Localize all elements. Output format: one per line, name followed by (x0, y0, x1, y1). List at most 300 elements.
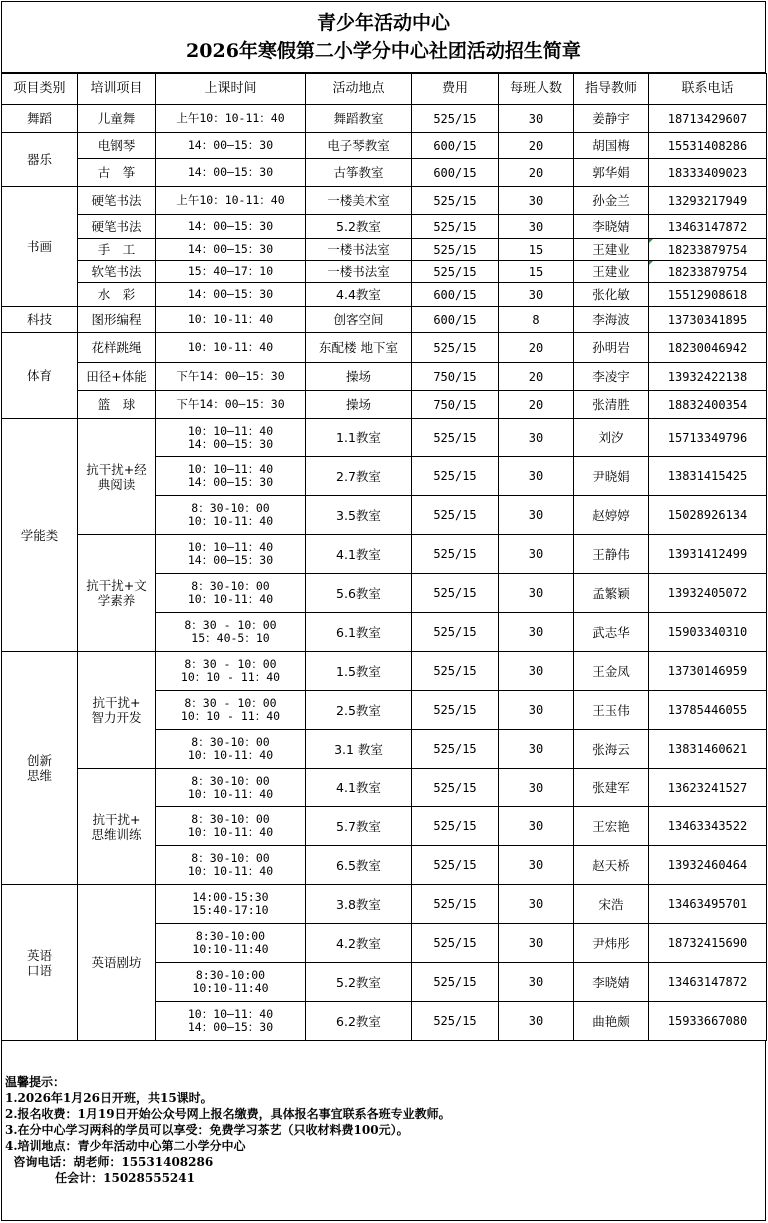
location-cell (305, 651, 411, 690)
fee-cell-text: 525/15 (433, 975, 477, 989)
program-cell (77, 186, 155, 214)
class-size-cell-text: 20 (528, 165, 544, 180)
phone-cell (648, 612, 767, 651)
phone-cell (648, 534, 767, 573)
class-time-cell-text: 10：10—11：40 14：00—15：30 (187, 462, 274, 489)
program-cell (77, 390, 155, 418)
class-time-cell (155, 884, 305, 923)
fee-cell-text: 525/15 (433, 858, 477, 872)
header-phone-text: 联系电话 (681, 81, 734, 96)
class-size-cell (498, 495, 573, 534)
class-size-cell (498, 390, 573, 418)
class-time-cell-text: 10：10—11：40 14：00—15：30 (187, 1007, 274, 1034)
class-size-cell (498, 884, 573, 923)
teacher-cell-text: 尹炜彤 (592, 935, 630, 951)
phone-cell-text: 18832400354 (667, 397, 748, 412)
fee-cell (411, 418, 498, 456)
teacher-cell-text: 宋浩 (598, 896, 624, 912)
location-cell-text: 4.4教室 (336, 287, 381, 302)
teacher-cell-text: 王建业 (592, 242, 630, 257)
phone-cell-text: 13623241527 (667, 780, 748, 795)
program-cell (77, 238, 155, 260)
class-time-cell (155, 768, 305, 806)
phone-cell-text: 13785446055 (667, 703, 748, 717)
location-cell-text: 3.1 教室 (334, 741, 383, 757)
phone-cell (648, 1001, 767, 1040)
phone-cell (648, 768, 767, 806)
class-time-cell-text: 8：30 - 10：00 15：40-5：10 (184, 618, 277, 645)
class-time-cell (155, 534, 305, 573)
phone-cell (648, 884, 767, 923)
phone-cell (648, 418, 767, 456)
fee-cell-text: 525/15 (433, 625, 477, 639)
location-cell (305, 1001, 411, 1040)
class-time-cell-text: 上午10：10-11：40 (176, 111, 285, 125)
class-size-cell-text: 30 (528, 625, 544, 639)
class-time-cell (155, 456, 305, 495)
class-time-cell-text: 10：10—11：40 14：00—15：30 (187, 423, 274, 451)
class-time-cell (155, 238, 305, 260)
phone-cell (648, 158, 767, 186)
class-time-cell-text: 下午14：00—15：30 (176, 369, 285, 383)
program-cell-text: 图形编程 (91, 312, 142, 327)
phone-cell-text: 18230046942 (667, 340, 748, 355)
class-size-cell-text: 30 (528, 936, 544, 950)
fee-cell-text: 525/15 (433, 242, 477, 257)
program-cell-text: 古 筝 (97, 165, 136, 180)
phone-cell-text: 13463495701 (667, 897, 748, 911)
phone-cell (648, 573, 767, 612)
teacher-cell-text: 李凌宇 (592, 369, 630, 384)
fee-cell-text: 525/15 (433, 340, 477, 355)
teacher-cell-text: 尹晓娟 (592, 468, 630, 484)
teacher-cell (573, 238, 648, 260)
program-cell-text: 硬笔书法 (91, 193, 142, 208)
fee-cell-text: 600/15 (433, 165, 477, 180)
category-cell-text: 创新 思维 (26, 753, 52, 783)
phone-cell (648, 845, 767, 884)
fee-cell-text: 600/15 (433, 287, 477, 302)
phone-cell (648, 282, 767, 306)
fee-cell-text: 525/15 (433, 469, 477, 483)
location-cell-text: 舞蹈教室 (333, 111, 384, 126)
class-time-cell (155, 612, 305, 651)
teacher-cell-text: 张建军 (592, 780, 630, 795)
header-location (305, 73, 411, 104)
fee-cell-text: 525/15 (433, 664, 477, 678)
class-time-cell-text: 14：00—15：30 (187, 242, 274, 256)
notes-heading: 温馨提示： (5, 1075, 66, 1089)
class-time-cell-text: 8：30-10：00 10：10-11：40 (187, 851, 274, 878)
phone-cell-text: 15933667080 (667, 1014, 748, 1028)
teacher-cell (573, 612, 648, 651)
program-cell (77, 884, 155, 1040)
location-cell (305, 390, 411, 418)
class-size-cell (498, 612, 573, 651)
category-cell (1, 651, 77, 884)
class-size-cell-text: 30 (528, 780, 544, 795)
fee-cell-text: 525/15 (433, 111, 477, 126)
class-time-cell (155, 214, 305, 238)
fee-cell-text: 525/15 (433, 742, 477, 756)
fee-cell (411, 362, 498, 390)
teacher-cell (573, 456, 648, 495)
teacher-cell (573, 573, 648, 612)
header-phone (648, 73, 767, 104)
phone-cell-text: 13730341895 (667, 312, 748, 327)
phone-cell-text: 13932460464 (667, 858, 748, 872)
phone-cell (648, 690, 767, 729)
teacher-cell (573, 132, 648, 158)
location-cell-text: 一楼书法室 (327, 242, 390, 257)
class-time-cell (155, 282, 305, 306)
fee-cell (411, 104, 498, 132)
location-cell (305, 238, 411, 260)
category-cell (1, 104, 77, 132)
header-time (155, 73, 305, 104)
notes-section (1, 1040, 766, 1221)
class-time-cell-text: 14：00—15：30 (187, 219, 274, 233)
teacher-cell (573, 923, 648, 962)
teacher-cell-text: 王静伟 (592, 546, 630, 562)
class-time-cell-text: 8：30-10：00 10：10-11：40 (187, 773, 274, 801)
class-size-cell-text: 30 (528, 430, 544, 445)
teacher-cell (573, 418, 648, 456)
phone-cell-text: 18732415690 (667, 936, 748, 950)
program-cell (77, 651, 155, 768)
phone-cell-text: 18233879754 (667, 242, 748, 257)
program-cell (77, 260, 155, 282)
class-size-cell-text: 30 (528, 508, 544, 522)
phone-cell-text: 13831460621 (667, 742, 748, 756)
fee-cell-text: 750/15 (433, 369, 477, 384)
fee-cell (411, 573, 498, 612)
class-time-cell-text: 8：30 - 10：00 10：10 - 11：40 (180, 657, 281, 684)
class-size-cell-text: 20 (528, 138, 544, 153)
class-time-cell-text: 8：30-10：00 10：10-11：40 (187, 812, 274, 839)
teacher-cell-text: 王玉伟 (592, 702, 630, 718)
teacher-cell-text: 赵天桥 (592, 857, 630, 873)
teacher-cell-text: 张海云 (592, 741, 630, 757)
class-time-cell-text: 15：40—17：10 (187, 264, 274, 278)
class-time-cell-text: 10：10-11：40 (187, 340, 274, 354)
header-location-text: 活动地点 (332, 81, 385, 96)
location-cell-text: 3.5教室 (336, 507, 381, 523)
phone-cell (648, 186, 767, 214)
fee-cell-text: 600/15 (433, 312, 477, 327)
header-teacher-text: 指导教师 (584, 81, 637, 96)
phone-cell (648, 651, 767, 690)
location-cell (305, 845, 411, 884)
class-size-cell (498, 768, 573, 806)
class-size-cell-text: 20 (528, 340, 544, 355)
program-cell-text: 花样跳绳 (91, 340, 142, 355)
location-cell (305, 729, 411, 768)
teacher-cell (573, 390, 648, 418)
category-cell (1, 332, 77, 418)
teacher-cell (573, 690, 648, 729)
location-cell (305, 806, 411, 845)
class-size-cell-text: 20 (528, 369, 544, 384)
phone-cell (648, 260, 767, 282)
fee-cell (411, 456, 498, 495)
page-title: 青少年活动中心 (316, 12, 450, 34)
location-cell-text: 一楼美术室 (327, 193, 390, 208)
class-time-cell (155, 729, 305, 768)
fee-cell (411, 1001, 498, 1040)
fee-cell (411, 390, 498, 418)
fee-cell (411, 306, 498, 332)
program-cell-text: 手 工 (97, 242, 136, 257)
teacher-cell-text: 武志华 (592, 624, 630, 640)
class-size-cell-text: 30 (528, 975, 544, 989)
phone-cell (648, 456, 767, 495)
fee-cell (411, 612, 498, 651)
fee-cell-text: 525/15 (433, 264, 477, 279)
phone-cell (648, 962, 767, 1001)
class-size-cell-text: 30 (528, 219, 544, 234)
class-time-cell (155, 806, 305, 845)
class-size-cell-text: 30 (528, 703, 544, 717)
phone-cell-text: 13463343522 (667, 819, 748, 833)
cell-comment-marker (649, 261, 653, 265)
class-size-cell-text: 30 (528, 586, 544, 600)
phone-cell-text: 15512908618 (667, 287, 748, 302)
class-time-cell-text: 14:00-15:30 15:40-17:10 (192, 890, 269, 917)
class-size-cell-text: 15 (528, 242, 544, 257)
location-cell-text: 6.1教室 (336, 624, 381, 640)
class-size-cell (498, 306, 573, 332)
location-cell-text: 5.6教室 (336, 585, 381, 601)
teacher-cell-text: 孟繁颖 (592, 585, 630, 601)
location-cell-text: 1.5教室 (336, 663, 381, 679)
category-cell (1, 884, 77, 1040)
teacher-cell-text: 郭华娟 (592, 165, 630, 180)
fee-cell-text: 525/15 (433, 936, 477, 950)
fee-cell-text: 525/15 (433, 219, 477, 234)
class-size-cell (498, 282, 573, 306)
program-cell-text: 英语剧坊 (91, 955, 142, 970)
program-cell-text: 篮 球 (97, 397, 136, 412)
class-size-cell (498, 186, 573, 214)
category-cell-text: 舞蹈 (26, 111, 52, 126)
location-cell-text: 5.2教室 (336, 974, 381, 990)
class-size-cell (498, 214, 573, 238)
fee-cell (411, 534, 498, 573)
program-cell-text: 抗干扰+ 智力开发 (91, 695, 142, 725)
phone-cell (648, 306, 767, 332)
phone-cell (648, 923, 767, 962)
location-cell-text: 2.7教室 (336, 468, 381, 484)
class-size-cell (498, 104, 573, 132)
header-fee-text: 费用 (441, 81, 468, 96)
location-cell-text: 古筝教室 (333, 165, 384, 180)
class-size-cell (498, 573, 573, 612)
teacher-cell-text: 李海波 (592, 312, 630, 327)
location-cell-text: 创客空间 (333, 312, 384, 327)
location-cell-text: 电子琴教室 (327, 138, 390, 153)
location-cell-text: 操场 (345, 369, 371, 384)
header-category-text: 项目类别 (13, 81, 66, 96)
class-size-cell-text: 20 (528, 397, 544, 412)
class-time-cell (155, 332, 305, 362)
fee-cell (411, 729, 498, 768)
program-cell (77, 362, 155, 390)
location-cell-text: 3.8教室 (336, 896, 381, 912)
class-size-cell-text: 30 (528, 858, 544, 872)
fee-cell (411, 214, 498, 238)
location-cell (305, 495, 411, 534)
fee-cell-text: 750/15 (433, 397, 477, 412)
class-size-cell-text: 30 (528, 819, 544, 833)
program-cell-text: 水 彩 (97, 287, 136, 302)
location-cell (305, 456, 411, 495)
class-size-cell (498, 729, 573, 768)
phone-cell-text: 15028926134 (667, 508, 748, 522)
category-cell (1, 306, 77, 332)
category-cell (1, 186, 77, 306)
location-cell (305, 260, 411, 282)
teacher-cell (573, 845, 648, 884)
class-time-cell-text: 8：30-10：00 10：10-11：40 (187, 735, 274, 762)
class-size-cell-text: 8 (532, 312, 540, 327)
header-program-text: 培训项目 (90, 81, 143, 96)
class-time-cell-text: 14：00—15：30 (187, 165, 274, 179)
phone-cell (648, 214, 767, 238)
class-time-cell (155, 158, 305, 186)
location-cell (305, 612, 411, 651)
class-time-cell-text: 8:30-10:00 10:10-11:40 (192, 929, 269, 956)
header-category (1, 73, 77, 104)
location-cell-text: 6.2教室 (336, 1013, 381, 1029)
header-time-text: 上课时间 (204, 81, 257, 96)
teacher-cell (573, 214, 648, 238)
program-cell-text: 硬笔书法 (91, 219, 142, 234)
teacher-cell (573, 495, 648, 534)
location-cell-text: 4.1教室 (336, 546, 381, 562)
location-cell (305, 962, 411, 1001)
teacher-cell (573, 158, 648, 186)
program-cell (77, 418, 155, 534)
header-class-size (498, 73, 573, 104)
category-cell-text: 体育 (26, 368, 52, 383)
class-time-cell-text: 14：00—15：30 (187, 138, 274, 152)
class-size-cell-text: 30 (528, 547, 544, 561)
location-cell (305, 573, 411, 612)
note-line: 咨询电话：胡老师：15531408286 (5, 1155, 214, 1169)
teacher-cell-text: 胡国梅 (592, 138, 630, 153)
class-time-cell (155, 923, 305, 962)
teacher-cell (573, 534, 648, 573)
program-cell (77, 104, 155, 132)
phone-cell (648, 362, 767, 390)
class-time-cell (155, 845, 305, 884)
teacher-cell (573, 768, 648, 806)
phone-cell (648, 332, 767, 362)
program-cell (77, 768, 155, 884)
class-time-cell (155, 495, 305, 534)
teacher-cell-text: 张清胜 (592, 397, 630, 412)
teacher-cell (573, 104, 648, 132)
class-time-cell (155, 306, 305, 332)
class-time-cell (155, 1001, 305, 1040)
program-cell-text: 田径+体能 (86, 369, 147, 384)
phone-cell-text: 15531408286 (667, 138, 748, 153)
cell-comment-marker (649, 239, 653, 243)
fee-cell-text: 525/15 (433, 897, 477, 911)
teacher-cell (573, 651, 648, 690)
phone-cell-text: 13463147872 (667, 975, 748, 989)
class-time-cell (155, 362, 305, 390)
class-time-cell (155, 418, 305, 456)
class-size-cell-text: 15 (528, 264, 544, 279)
teacher-cell-text: 刘汐 (598, 430, 624, 445)
teacher-cell (573, 806, 648, 845)
teacher-cell-text: 王金凤 (592, 663, 630, 679)
teacher-cell-text: 赵婷婷 (592, 507, 630, 523)
class-time-cell-text: 8：30 - 10：00 10：10 - 11：40 (180, 696, 281, 723)
location-cell (305, 186, 411, 214)
location-cell (305, 132, 411, 158)
note-line: 4.培训地点：青少年活动中心第二小学分中心 (5, 1139, 246, 1153)
fee-cell-text: 525/15 (433, 547, 477, 561)
location-cell (305, 768, 411, 806)
program-cell-text: 抗干扰+文 学素养 (86, 578, 147, 608)
teacher-cell-text: 孙金兰 (592, 193, 630, 208)
phone-cell (648, 132, 767, 158)
class-size-cell-text: 30 (528, 469, 544, 483)
location-cell-text: 5.2教室 (336, 219, 381, 234)
teacher-cell (573, 282, 648, 306)
phone-cell-text: 13831415425 (667, 469, 748, 483)
class-time-cell (155, 132, 305, 158)
class-size-cell (498, 456, 573, 495)
category-cell-text: 书画 (26, 239, 52, 254)
phone-cell-text: 15903340310 (667, 625, 748, 639)
fee-cell-text: 525/15 (433, 780, 477, 795)
fee-cell-text: 525/15 (433, 1014, 477, 1028)
teacher-cell-text: 张化敏 (592, 287, 630, 302)
header-class-size-text: 每班人数 (509, 81, 562, 96)
program-cell-text: 软笔书法 (91, 264, 142, 279)
class-time-cell (155, 390, 305, 418)
category-cell (1, 418, 77, 651)
location-cell-text: 操场 (345, 397, 371, 412)
class-time-cell-text: 8:30-10:00 10:10-11:40 (192, 968, 269, 995)
class-time-cell (155, 186, 305, 214)
class-size-cell (498, 362, 573, 390)
program-cell-text: 抗干扰+经 典阅读 (86, 461, 147, 492)
phone-cell-text: 18233879754 (667, 264, 748, 279)
teacher-cell-text: 李晓婧 (592, 219, 630, 234)
program-cell-text: 电钢琴 (97, 138, 136, 153)
location-cell (305, 306, 411, 332)
category-cell-text: 科技 (26, 312, 52, 327)
class-size-cell-text: 30 (528, 742, 544, 756)
class-size-cell (498, 132, 573, 158)
teacher-cell (573, 362, 648, 390)
teacher-cell-text: 王宏艳 (592, 818, 630, 834)
program-cell (77, 306, 155, 332)
class-size-cell-text: 30 (528, 897, 544, 911)
category-cell-text: 学能类 (20, 527, 59, 543)
location-cell-text: 4.1教室 (336, 780, 381, 795)
class-time-cell (155, 651, 305, 690)
teacher-cell-text: 孙明岩 (592, 340, 630, 355)
fee-cell-text: 600/15 (433, 138, 477, 153)
fee-cell (411, 260, 498, 282)
class-size-cell (498, 534, 573, 573)
